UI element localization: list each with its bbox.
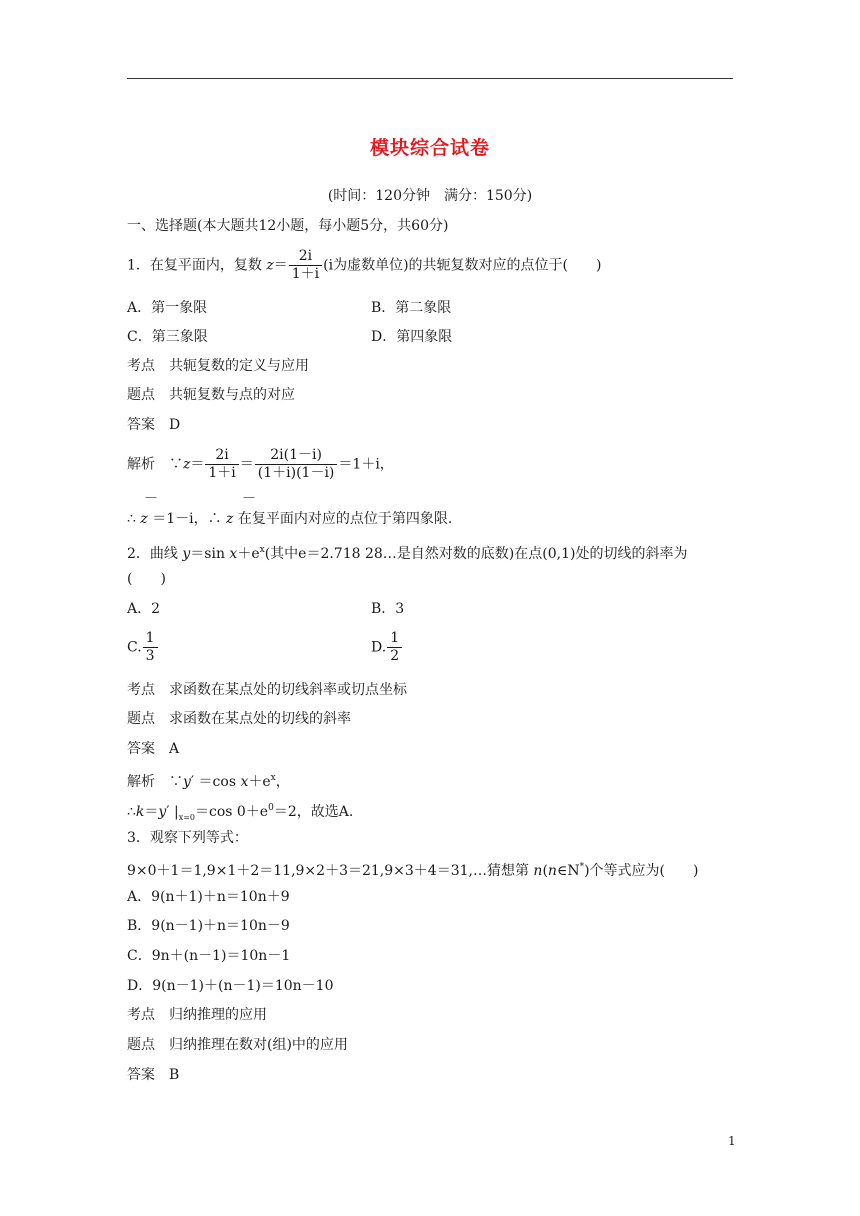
- q2-answer: 答案 A: [127, 741, 180, 757]
- q3-option-b: B．9(n－1)＋n＝10n－9: [127, 918, 290, 934]
- q2-analysis-line2: ∴k＝y′ $|_{x=0}=\cos$ $0+e^0=2$，故选A.: [127, 803, 354, 822]
- q1-fraction: $\frac{2i}{1+i}$: [289, 248, 322, 283]
- q3-stem: 3．观察下列等式：: [127, 830, 248, 846]
- q2-kaodian: 考点 求函数在某点处的切线斜率或切点坐标: [127, 682, 407, 698]
- q1-option-a: A．第一象限: [127, 300, 208, 316]
- section-heading: 一、选择题(本大题共12小题，每小题5分，共60分): [127, 218, 449, 234]
- q2-tidian: 题点 求函数在某点处的切线的斜率: [127, 711, 351, 727]
- q1-kaodian: 考点 共轭复数的定义与应用: [127, 358, 309, 374]
- q1-option-b: B．第二象限: [371, 300, 452, 316]
- q2-option-c: C. $\frac{1}{3}$: [127, 630, 159, 665]
- conjugate-bar-1: —: [145, 490, 157, 504]
- q1-analysis-line1: 解析 ∵z＝ $\frac{2i}{1+i}$ ＝ $\frac{2i(1-i)}{(1+i)(1-i)}$ ＝1＋i，: [127, 447, 394, 481]
- q2-option-a: A．2: [127, 601, 161, 617]
- q3-kaodian: 考点 归纳推理的应用: [127, 1007, 267, 1023]
- q2-analysis-line1: 解析 ∵y′ ＝cos $x+e^x$，: [127, 773, 290, 790]
- q2-option-b: B．3: [371, 601, 405, 617]
- conjugate-bar-2: —: [243, 490, 255, 504]
- q2-stem-cont: ( ): [127, 571, 166, 587]
- q3-answer: 答案 B: [127, 1067, 180, 1083]
- q1-option-c: C．第三象限: [127, 329, 208, 345]
- q3-option-a: A．9(n＋1)＋n＝10n＋9: [127, 889, 290, 905]
- q2-stem: 2．曲线 y＝sin $x+e^x$(其中e＝2.718 28…是自然对数的底数)在点(0,1)处的切线的斜率为: [127, 545, 688, 562]
- q1-answer: 答案 D: [127, 417, 181, 433]
- header-rule: [127, 78, 733, 79]
- page-number: 1: [728, 1134, 736, 1148]
- q1-tidian: 题点 共轭复数与点的对应: [127, 387, 295, 403]
- q1-stem: 1．在复平面内，复数 z＝ $\frac{2i}{1+i}$ (i为虚数单位)的共轭复数对应的点位于( ): [127, 248, 602, 282]
- q1-option-d: D．第四象限: [371, 329, 453, 345]
- q2-option-d: D. $\frac{1}{2}$: [371, 630, 403, 665]
- page-title: 模块综合试卷: [369, 137, 490, 159]
- q3-option-d: D．9(n－1)＋(n－1)＝10n－10: [127, 978, 334, 994]
- q3-equations: 9×0＋1＝1,9×1＋2＝11,9×2＋3＝21,9×3＋4＝31,…猜想第 n(n∈N*)个等式应为( ): [127, 862, 699, 879]
- q3-tidian: 题点 归纳推理在数对(组)中的应用: [127, 1037, 348, 1053]
- q3-option-c: C．9n＋(n－1)＝10n－1: [127, 948, 291, 964]
- q1-analysis-line2: ∴ z ＝1－i，∴ z 在复平面内对应的点位于第四象限.: [127, 511, 453, 527]
- exam-meta: (时间：120分钟 满分：150分): [327, 188, 533, 204]
